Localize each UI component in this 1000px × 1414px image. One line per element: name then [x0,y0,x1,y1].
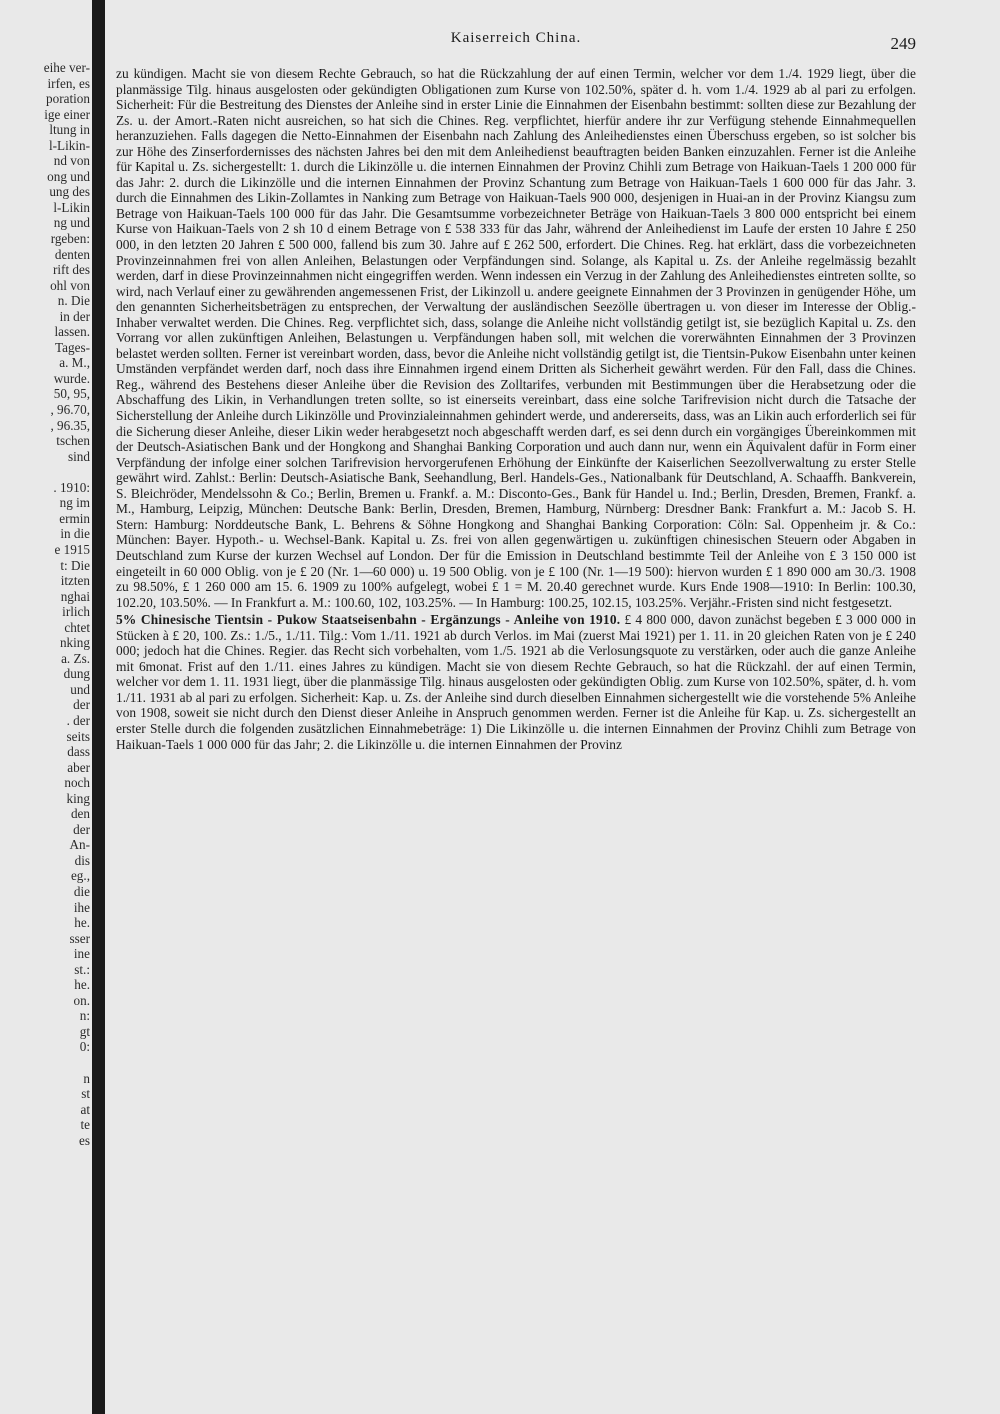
fragment-line: st [81,1086,90,1102]
fragment-line: der [73,697,90,713]
paragraph-loan-1910 [116,612,916,752]
fragment-line: l-Likin [53,199,90,215]
fragment-line: denten [54,246,90,262]
fragment-line: ermin [59,510,90,526]
fragment-line: An- [69,837,90,853]
fragment-line [0,464,90,480]
fragment-line: nd von [53,153,90,169]
fragment-line: a. Zs. [61,650,90,666]
fragment-line: dis [74,852,90,868]
fragment-line: a. M., [59,355,90,371]
fragment-line: he. [74,977,90,993]
fragment-line: ng im [59,495,90,511]
fragment-line: sser [69,930,90,946]
fragment-line: gt [79,1023,90,1039]
fragment-line: 0: [79,1039,90,1055]
fragment-line: st.: [74,961,90,977]
fragment-line: aber [67,759,90,775]
fragment-line: rift des [53,262,90,278]
section-body: £ 4 800 000, davon zunächst begeben £ 3 000 000 in Stücken à £ 20, 100. Zs.: 1./5., 1./11. Tilg.: Vom 1./11. 1921 ab durch Verlos. im Mai (zuerst Mai 1921) per 1. 11. in 20 gleichen Raten von je £ 240 000; jedoch hat die Chines. Regier. das Recht sich vorbehalten, vom 1./5. 1921 ab die Verlosungsquote zu verstärken, oder auch die ganze Anleihe mit 6monat. Frist auf den 1./11. eines Jahres zu kündigen. Macht sie von diesem Rechte Gebrauch, so hat die Rückzahl. der auf einen Termin, welcher vor dem 1. 11. 1931 liegt, über die planmässige Tilg. hinaus ausgelosten oder gekündigten Oblig. zum Kurse von 102.50%, später, d. h. vom 1./11. 1931 ab al pari zu erfolgen. Sicherheit: Kap. u. Zs. der Anleihe sind durch dieselben Einnahmen sichergestellt wie die vorstehende 5% Anleihe von 1908, soweit sie nicht durch den Dienst dieser Anleihe in Anspruch genommen werden. Ferner ist die Anleihe für Kap. u. Zs. sichergestellt an erster Stelle durch die folgenden zusätzlichen Einnahmebeträge: 1) Die Likinzölle u. die internen Einnahmen der Provinz Chihli zum Betrage von Haikuan-Taels 1 000 000 für das Jahr; 2. die Likinzölle u. die internen Einnahmen der Provinz [116,612,916,752]
fragment-line: es [79,1132,90,1148]
fragment-line: n [83,1070,90,1086]
fragment-line: ng und [53,215,90,231]
fragment-line: sind [68,448,90,464]
fragment-line: in der [59,308,90,324]
fragment-line: die [73,883,90,899]
fragment-line: te [80,1117,90,1133]
fragment-line: t: Die [60,557,90,573]
fragment-line: lassen. [54,324,90,340]
fragment-line: Tages- [55,339,90,355]
fragment-line: ige einer [44,106,90,122]
fragment-line: , 96.70, [50,402,90,418]
fragment-line: dung [63,666,90,682]
paragraph-continued: zu kündigen. Macht sie von diesem Rechte Gebrauch, so hat die Rückzahlung der auf einen Termin, welcher vor dem 1./4. 1929 liegt, über die planmässige Tilg. hinaus ausgelosten oder gekündigten Obligationen zum Kurse von 102.50%, später d. h. vom 1./4. 1929 ab al pari zu erfolgen. Sicherheit: Für die Bestreitung des Dienstes der Anleihe sind in erster Linie die Einnahmen der Eisenbahn bestimmt: sollten diese zur Bezahlung der Zs. u. der Amort.-Raten nicht ausreichen, so hat sich die Chines. Reg. verpflichtet, hierfür andere ihr zur Verfügung stehende Einnahmequellen heranzuziehen. Falls dagegen die Netto-Einnahmen der Eisenbahn nach Zahlung des Anleihedienstes einen Überschuss ergeben, so ist solcher bis zur Höhe des Zinserfordernisses des nächsten Jahres bei den mit dem Anleihedienst beauftragten beiden Banken einzuzahlen. Ferner ist die Anleihe für Kapital u. Zs. sichergestellt: 1. durch die Likinzölle u. die internen Einnahmen der Provinz Chihli zum Betrage von Haikuan-Taels 1 200 000 für das Jahr: 2. durch die Likinzölle und die internen Einnahmen der Provinz Schantung zum Betrage von Haikuan-Taels 1 600 000 für das Jahr. 3. durch die Einnahmen des Likin-Zollamtes in Nanking zum Betrage von Haikuan-Taels 900 000, desjenigen in Huai-an in der Provinz Kiangsu zum Betrage von Haikuan-Taels 100 000 für das Jahr. Die Gesamtsumme vorbezeichneter Beträge von Haikuan-Taels 3 800 000 entspricht bei einem Kurse von Haikuan-Taels von 2 sh 10 d einem Betrage von £ 538 333 für das Jahr, während der Anleihedienst im Laufe der ersten 10 Jahre £ 250 000, in den letzten 20 Jahren £ 500 000, fallend bis zum 30. Jahre auf £ 262 500, erfordert. Die Chines. Reg. hat erklärt, dass die vorbezeichneten Provinzeinnahmen frei von allen Anleihen, Belastungen oder Verpfändungen sind. Solange, als Kapital u. Zs. der Anleihe regelmässig bezahlt werden, darf in diese Provinzeinnahmen nicht eingegriffen werden. Wenn indessen ein Verzug in der Zahlung des Anleihedienstes eintreten sollte, so wird, nach Verlauf einer zu gewährenden angemessenen Frist, der Likinzoll u. andere geeignete Einnahmen der 3 Provinzen in genügender Höhe, um den genannten Sicherheitsbeträgen zu entsprechen, der Verwaltung der ausländischen Seezölle übertragen u. von dieser im Interesse der Oblig.-Inhaber verwaltet werden. Die Chines. Reg. verpflichtet sich, dass, solange die Anleihe nicht vollständig getilgt ist, sie bezüglich Kapital u. Zs. den Vorrang vor allen zukünftigen Anleihen, Belastungen u. Verpfändungen haben soll, mit welchen die vorerwähnten Einnahmen der 3 Provinzen belastet werden sollten. Ferner ist vereinbart worden, dass, bevor die Anleihe nicht vollständig getilgt ist, die Tientsin-Pukow Eisenbahn unter keinen Umständen verpfändet werden darf, noch dass ihre Einnahmen irgend einem Dritten als Sicherheit gewährt werden. Für den Fall, dass die Chines. Reg., während des Bestehens dieser Anleihe über die Revision des Zolltarifes, verbunden mit Bestimmungen über die Herabsetzung oder die Abschaffung des Likin, in Verhandlungen treten sollte, so ist einerseits vereinbart, dass eine solche Tarifrevision nicht durch die Tatsache der Sicherstellung der Anleihe durch Likinzölle und Provinzialeinnahmen gehindert werde, und andererseits, dass, was an Likin auch erforderlich sei für die Sicherung dieser Anleihe, dieser Likin weder herabgesetzt noch abgeschafft werden darf, es sei denn durch ein vorgängiges Übereinkommen mit der Deutsch-Asiatischen Bank und der Hongkong and Shanghai Banking Corporation und auch dann nur, wenn ein Äquivalent dafür in Form einer Verpfändung der infolge einer solchen Tarifrevision hervorgerufenen Erhöhung der Einkünfte der Kaiserlichen Seezollverwaltung zu erster Stelle gewährt wird. Zahlst.: Berlin: Deutsch-Asiatische Bank, Seehandlung, Berl. Handels-Ges., Nationalbank für Deutschland, A. Schaaffh. Bankverein, S. Bleichröder, Mendelssohn & Co.; Berlin, Bremen u. Frankf. a. M.: Disconto-Ges., Bank für Handel u. Ind.; Berlin, Dresden, Bremen, Frankf. a. M., Hamburg, Leipzig, München: Deutsche Bank: Berlin, Dresden, Bremen, Hamburg, Nürnberg: Dresdner Bank: Frankfurt a. M.: Jacob S. H. Stern: Hamburg: Norddeutsche Bank, L. Behrens & Söhne Hongkong and Shanghai Banking Corporation: Cöln: Sal. Oppenheim jr. & Co.: München: Bayer. Hypoth.- u. Wechsel-Bank. Kapital u. Zs. frei von allen gegenwärtigen u. zukünftigen chinesischen Steuern oder Abgaben in Deutschland zum Kurse der kurzen Wechsel auf London. Der für die Emission in Deutschland bestimmte Teil der Anleihe von £ 3 150 000 ist eingeteilt in 60 000 Oblig. von je £ 20 (Nr. 1—60 000) u. 19 500 Oblig. von je £ 100 (Nr. 1—19 500): hiervon wurden £ 1 890 000 am 30./3. 1908 zu 98.50%, £ 1 260 000 am 15. 6. 1909 zu 100% aufgelegt, wobei £ 1 = M. 20.40 gerechnet wurde. Kurs Ende 1908—1910: In Berlin: 100.30, 102.20, 103.50%. — In Frankfurt a. M.: 100.60, 102, 103.25%. — In Hamburg: 100.25, 102.15, 103.25%. Verjähr.-Fristen sind nicht festgesetzt. [116,66,916,610]
fragment-line: e 1915 [54,541,90,557]
fragment-line [0,1055,90,1071]
book-gutter [92,0,105,1414]
section-title: 5% Chinesische Tientsin - Pukow Staatseisenbahn - Ergänzungs - Anleihe von 1910. [116,612,621,628]
fragment-line: on. [73,992,90,1008]
fragment-line: in die [60,526,90,542]
fragment-line: ihe [73,899,90,915]
fragment-line: seits [66,728,90,744]
fragment-line: den [70,806,90,822]
fragment-line: n: [79,1008,90,1024]
fragment-line: tschen [56,433,90,449]
fragment-line: und [70,681,90,697]
page-number: 249 [890,34,916,53]
fragment-line: poration [46,91,90,107]
fragment-line: 50, 95, [53,386,90,402]
document-page [116,30,916,1390]
fragment-line: noch [64,775,90,791]
running-title: Kaiserreich China. [450,30,582,46]
fragment-line: itzten [60,573,90,589]
fragment-line: eg., [70,868,90,884]
fragment-line: wurde. [53,370,90,386]
fragment-line: . 1910: [53,479,90,495]
fragment-line: irlich [62,604,90,620]
running-head [116,30,916,66]
fragment-line: ine [73,946,90,962]
fragment-line: dass [67,744,90,760]
fragment-line: rgeben: [50,231,90,247]
fragment-line: der [73,821,90,837]
fragment-line: l-Likin- [48,137,90,153]
fragment-line: ong und [47,168,90,184]
fragment-line: nghai [60,588,90,604]
fragment-line: nking [59,635,90,651]
fragment-line: ohl von [50,277,90,293]
fragment-line: king [66,790,90,806]
fragment-line: , 96.35, [50,417,90,433]
fragment-line: n. Die [57,293,90,309]
adjacent-page-fragment [0,60,90,1350]
fragment-line: he. [74,915,90,931]
fragment-line: chtet [64,619,90,635]
fragment-line: at [80,1101,90,1117]
fragment-line: ltung in [49,122,90,138]
fragment-line: ung des [49,184,90,200]
fragment-line: . der [66,712,90,728]
fragment-line: eihe ver- [43,60,90,75]
fragment-line: irfen, es [47,75,90,91]
